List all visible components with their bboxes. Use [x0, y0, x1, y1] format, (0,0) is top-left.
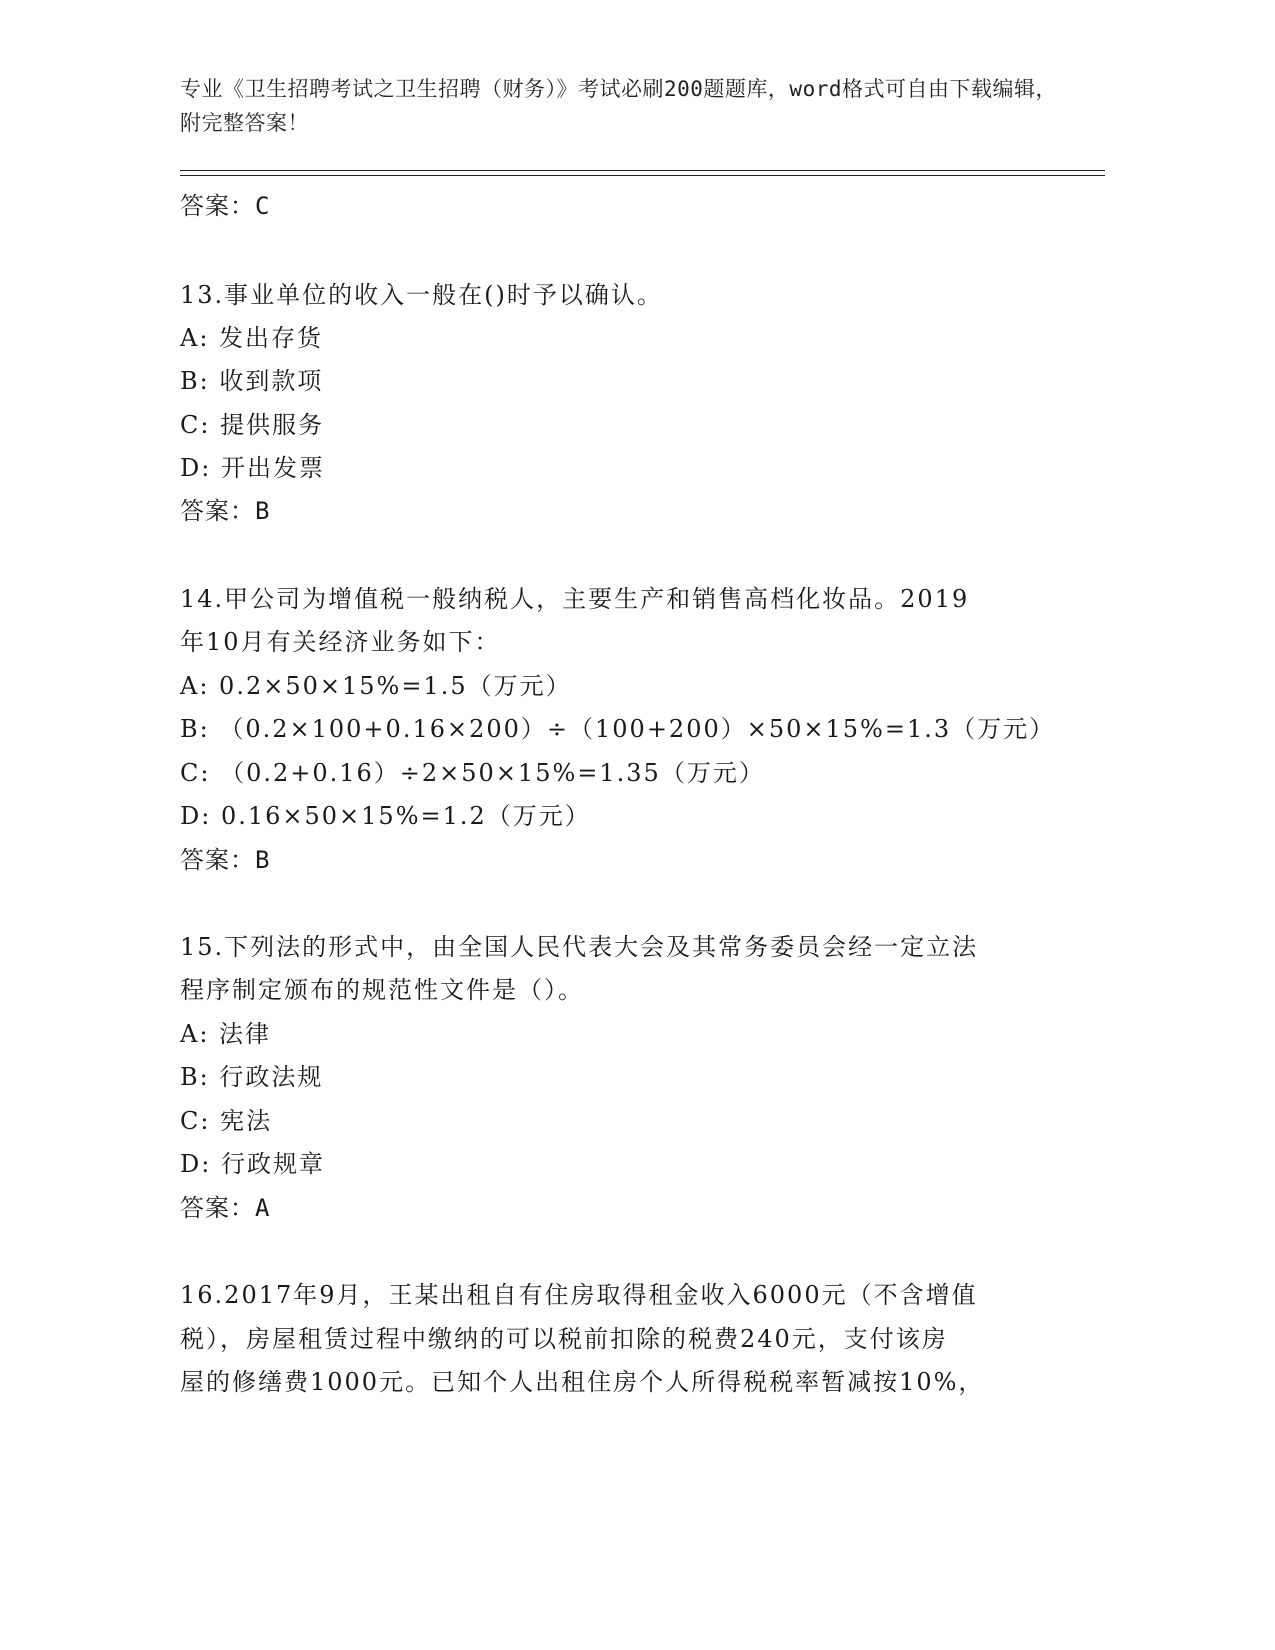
- question-14-option-a: A: 0.2×50×15%=1.5（万元）: [180, 672, 572, 700]
- question-14-option-d: D: 0.16×50×15%=1.2（万元）: [180, 802, 591, 830]
- question-13-option-a: A: 发出存货: [180, 324, 324, 352]
- question-15-option-b: B: 行政法规: [180, 1063, 324, 1091]
- document-header: 专业《卫生招聘考试之卫生招聘（财务）》考试必刷200题题库，word格式可自由下载编辑，附完整答案！: [180, 77, 1057, 135]
- question-16-stem-line-2: 税），房屋租赁过程中缴纳的可以税前扣除的税费240元，支付该房: [180, 1325, 948, 1353]
- answer-value: B: [255, 497, 271, 525]
- answer-value: C: [255, 192, 271, 220]
- answer-label: 答案：: [180, 1194, 255, 1222]
- answer-value: B: [255, 846, 271, 874]
- question-15-stem-line-2: 程序制定颁布的规范性文件是（）。: [180, 976, 584, 1004]
- question-13-answer: [180, 491, 270, 526]
- question-15-option-a: A: 法律: [180, 1020, 272, 1048]
- question-13-option-d: D: 开出发票: [180, 454, 325, 482]
- question-13-option-b: B: 收到款项: [180, 367, 324, 395]
- answer-label: 答案：: [180, 846, 255, 874]
- question-14-option-b: B: （0.2×100+0.16×200）÷（100+200）×50×15%=1.3（万元）: [180, 715, 1056, 743]
- answer-line: [180, 186, 270, 221]
- question-14-answer: [180, 840, 270, 875]
- question-14-option-c: C: （0.2+0.16）÷2×50×15%=1.35（万元）: [180, 759, 765, 787]
- answer-label: 答案：: [180, 497, 255, 525]
- question-16-stem-line-3: 屋的修缮费1000元。已知个人出租住房个人所得税税率暂减按10%，: [180, 1368, 985, 1396]
- header-divider-bottom: [180, 175, 1105, 176]
- question-15-stem-line-1: 15.下列法的形式中，由全国人民代表大会及其常务委员会经一定立法: [180, 933, 979, 961]
- question-14-stem-line-1: 14.甲公司为增值税一般纳税人，主要生产和销售高档化妆品。2019: [180, 585, 970, 613]
- question-15-option-c: C: 宪法: [180, 1107, 273, 1135]
- question-15-option-d: D: 行政规章: [180, 1150, 325, 1178]
- question-13-stem: 13.事业单位的收入一般在()时予以确认。: [180, 281, 663, 309]
- answer-value: A: [255, 1194, 271, 1222]
- question-15-answer: [180, 1188, 270, 1223]
- answer-label: 答案：: [180, 192, 255, 220]
- header-divider-top: [180, 170, 1105, 171]
- question-14-stem-line-2: 年10月有关经济业务如下：: [180, 628, 501, 656]
- question-16-stem-line-1: 16.2017年9月，王某出租自有住房取得租金收入6000元（不含增值: [180, 1281, 978, 1309]
- question-13-option-c: C: 提供服务: [180, 411, 325, 439]
